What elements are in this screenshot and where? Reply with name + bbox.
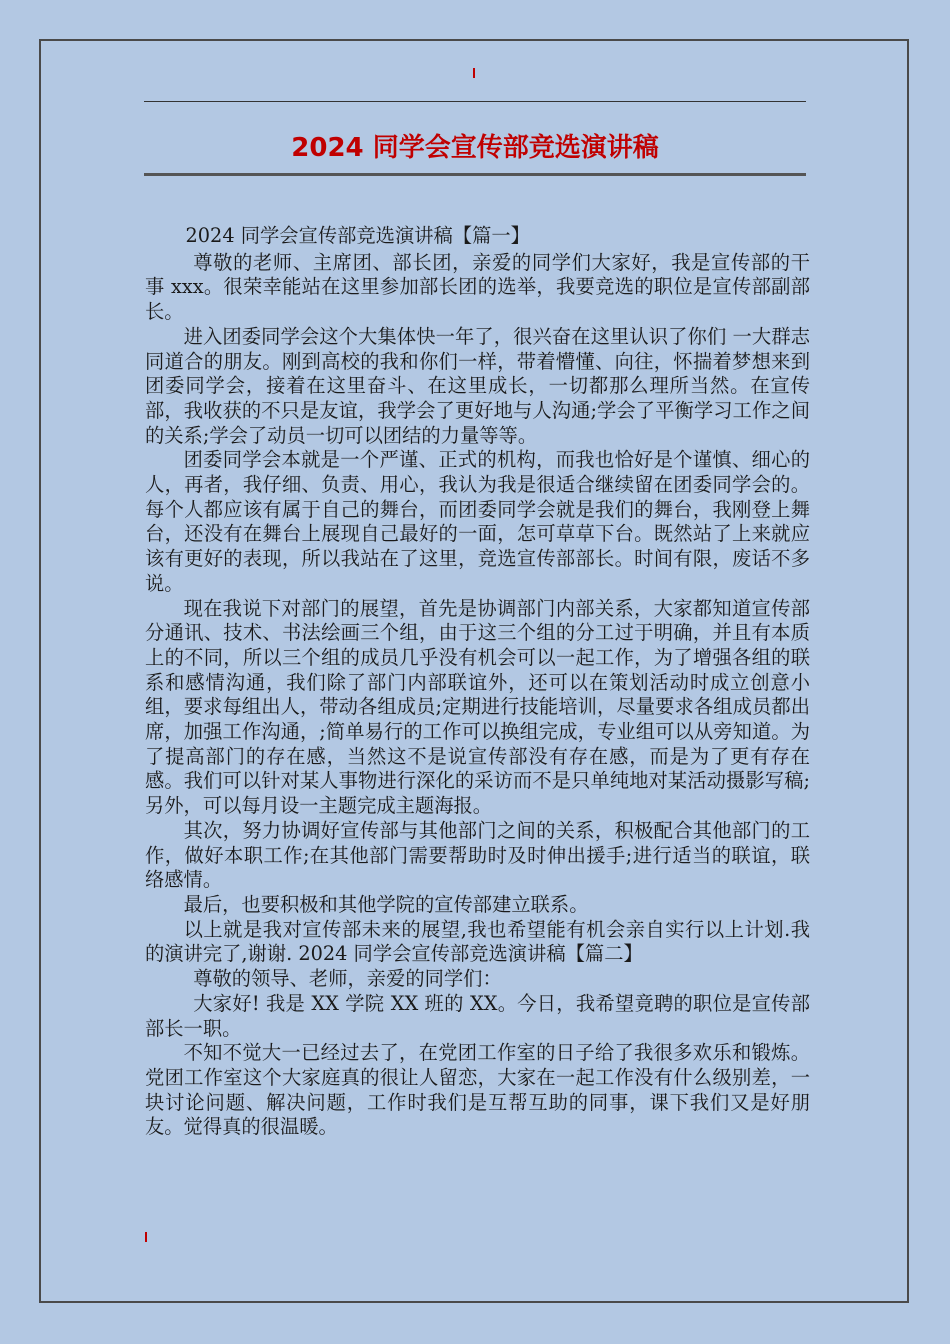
body-paragraph: 尊敬的老师、主席团、部长团，亲爱的同学们大家好，我是宣传部的干事 xxx。很荣幸能站在这里参加部长团的选举，我要竞选的职位是宣传部副部长。 [145, 250, 810, 324]
body-paragraph: 进入团委同学会这个大集体快一年了，很兴奋在这里认识了你们 一大群志同道合的朋友。刚到高校的我和你们一样，带着懵懂、向往，怀揣着梦想来到团委同学会，接着在这里奋斗、在这里成长，一切都那么理所当然。在宣传部，我收获的不只是友谊，我学会了更好地与人沟通;学会了平衡学习工作之间的关系;学会了动员一切可以团结的力量等等。 [145, 324, 810, 447]
body-paragraph: 尊敬的领导、老师，亲爱的同学们： [193, 967, 502, 991]
body-paragraph: 其次，努力协调好宣传部与其他部门之间的关系，积极配合其他部门的工作，做好本职工作;在其他部门需要帮助时及时伸出援手;进行适当的联谊，联络感情。 [145, 818, 810, 892]
section-heading: 2024 同学会宣传部竞选演讲稿【篇一】 [185, 224, 530, 247]
body-paragraph: 以上就是我对宣传部未来的展望,我也希望能有机会亲自实行以上计划.我的演讲完了,谢谢. 2024 同学会宣传部竞选演讲稿【篇二】 [145, 917, 810, 966]
body-paragraph: 最后，也要积极和其他学院的宣传部建立联系。 [183, 892, 589, 916]
title-underline [144, 173, 806, 176]
header-rule [144, 101, 806, 102]
document-body [145, 224, 810, 1140]
header-mark [473, 68, 475, 78]
body-paragraph: 不知不觉大一已经过去了，在党团工作室的日子给了我很多欢乐和锻炼。党团工作室这个大家庭真的很让人留恋，大家在一起工作没有什么级别差，一块讨论问题、解决问题，工作时我们是互帮互助的同事，课下我们又是好朋友。觉得真的很温暖。 [145, 1041, 810, 1139]
body-paragraph: 现在我说下对部门的展望，首先是协调部门内部关系，大家都知道宣传部分通讯、技术、书法绘画三个组，由于这三个组的分工过于明确，并且有本质上的不同，所以三个组的成员几乎没有机会可以一起工作，为了增强各组的联系和感情沟通，我们除了部门内部联谊外，还可以在策划活动时成立创意小组，要求每组出人，带动各组成员;定期进行技能培训，尽量要求各组成员都出席，加强工作沟通，;简单易行的工作可以换组完成，专业组可以从旁知道。为了提高部门的存在感，当然这不是说宣传部没有存在感，而是为了更有存在感。我们可以针对某人事物进行深化的采访而不是只单纯地对某活动摄影写稿;另外，可以每月设一主题完成主题海报。 [145, 596, 810, 818]
body-paragraph: 团委同学会本就是一个严谨、正式的机构，而我也恰好是个谨慎、细心的人，再者，我仔细、负责、用心，我认为我是很适合继续留在团委同学会的。每个人都应该有属于自己的舞台，而团委同学会就是我们的舞台，我刚登上舞台，还没有在舞台上展现自己最好的一面，怎可草草下台。既然站了上来就应该有更好的表现，所以我站在了这里，竞选宣传部部长。时间有限，废话不多说。 [145, 448, 810, 595]
body-paragraph: 大家好! 我是 XX 学院 XX 班的 XX。今日，我希望竟聘的职位是宣传部部长一职。 [145, 991, 810, 1040]
document-title: 2024 同学会宣传部竞选演讲稿 [291, 133, 659, 163]
footer-mark [145, 1232, 147, 1242]
